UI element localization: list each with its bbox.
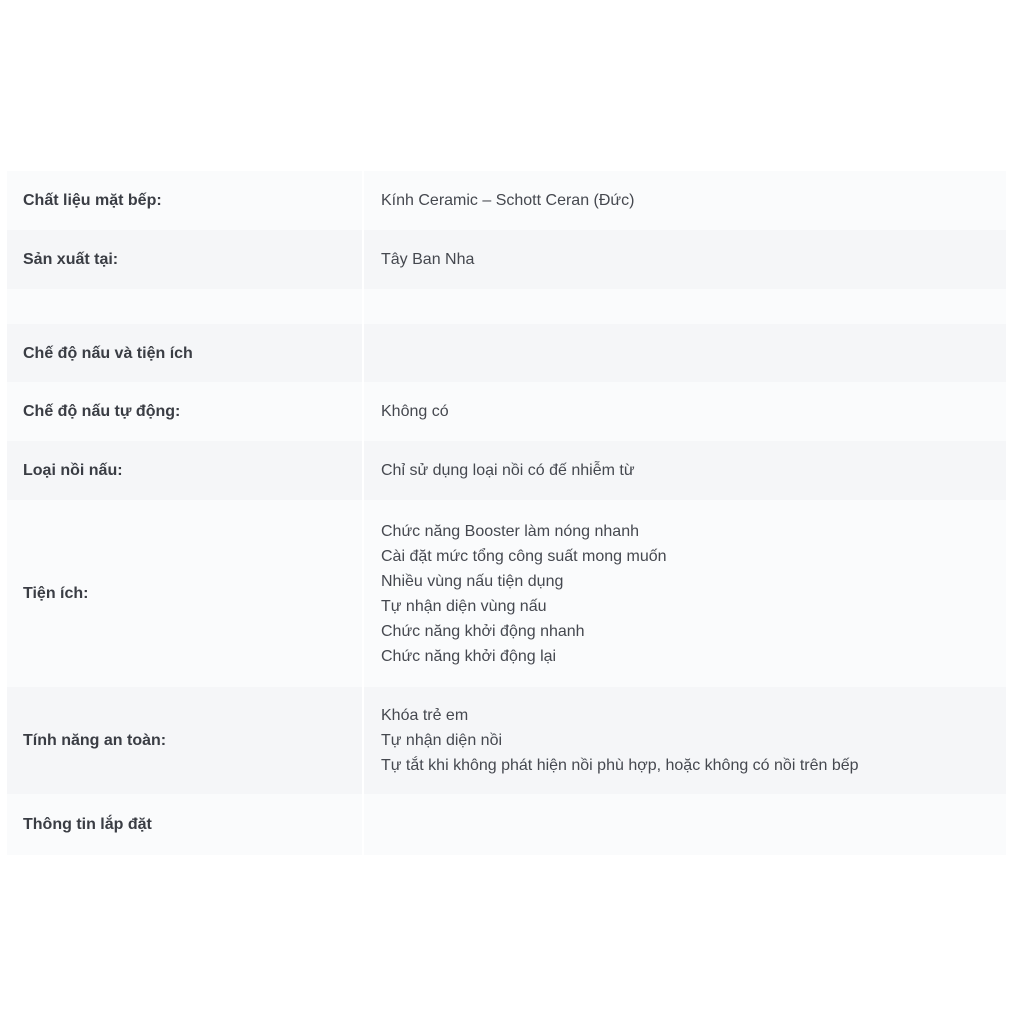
spec-value (363, 230, 1006, 289)
spec-label: Chất liệu mặt bếp: (7, 171, 363, 230)
spec-label: Sản xuất tại: (7, 230, 363, 289)
spec-value (363, 794, 1006, 855)
spec-row-features (7, 500, 1006, 687)
spec-value-line: Chức năng khởi động lại (381, 647, 557, 665)
section-heading: Thông tin lắp đặt (7, 794, 363, 855)
spec-value (363, 324, 1006, 382)
spec-value (363, 441, 1006, 500)
spec-value (363, 382, 1006, 441)
spec-row-section-cooking (7, 324, 1006, 382)
spec-value-line: Tây Ban Nha (381, 251, 475, 268)
spec-value-line: Chức năng Booster làm nóng nhanh (381, 522, 639, 540)
section-heading: Chế độ nấu và tiện ích (7, 324, 363, 382)
spec-value-line: Nhiều vùng nấu tiện dụng (381, 572, 564, 590)
spec-value-line: Chỉ sử dụng loại nồi có đế nhiễm từ (381, 462, 635, 479)
spec-label: Chế độ nấu tự động: (7, 382, 363, 441)
spec-value-line: Tự nhận diện nồi (381, 732, 503, 749)
spec-table (7, 171, 1006, 855)
spec-label (7, 289, 363, 324)
spec-row-section-install (7, 794, 1006, 855)
spec-value-line: Cài đặt mức tổng công suất mong muốn (381, 547, 667, 565)
spec-value-line: Khóa trẻ em (381, 707, 469, 724)
spec-row-material (7, 171, 1006, 230)
spec-row-safety (7, 687, 1006, 794)
spec-value-line: Chức năng khởi động nhanh (381, 622, 585, 640)
spec-row-auto-mode (7, 382, 1006, 441)
spec-value (363, 171, 1006, 230)
spec-value-line: Không có (381, 403, 449, 420)
spec-value-line: Kính Ceramic – Schott Ceran (Đức) (381, 192, 635, 209)
spec-row-empty (7, 289, 1006, 324)
spec-label: Tiện ích: (7, 500, 363, 687)
spec-value-line: Tự nhận diện vùng nấu (381, 597, 547, 615)
spec-label: Loại nồi nấu: (7, 441, 363, 500)
spec-row-origin (7, 230, 1006, 289)
spec-value (363, 687, 1006, 794)
spec-value-line: Tự tắt khi không phát hiện nồi phù hợp, hoặc không có nồi trên bếp (381, 757, 859, 774)
spec-row-pot-type (7, 441, 1006, 500)
spec-value (363, 289, 1006, 324)
spec-value (363, 500, 1006, 687)
spec-label: Tính năng an toàn: (7, 687, 363, 794)
